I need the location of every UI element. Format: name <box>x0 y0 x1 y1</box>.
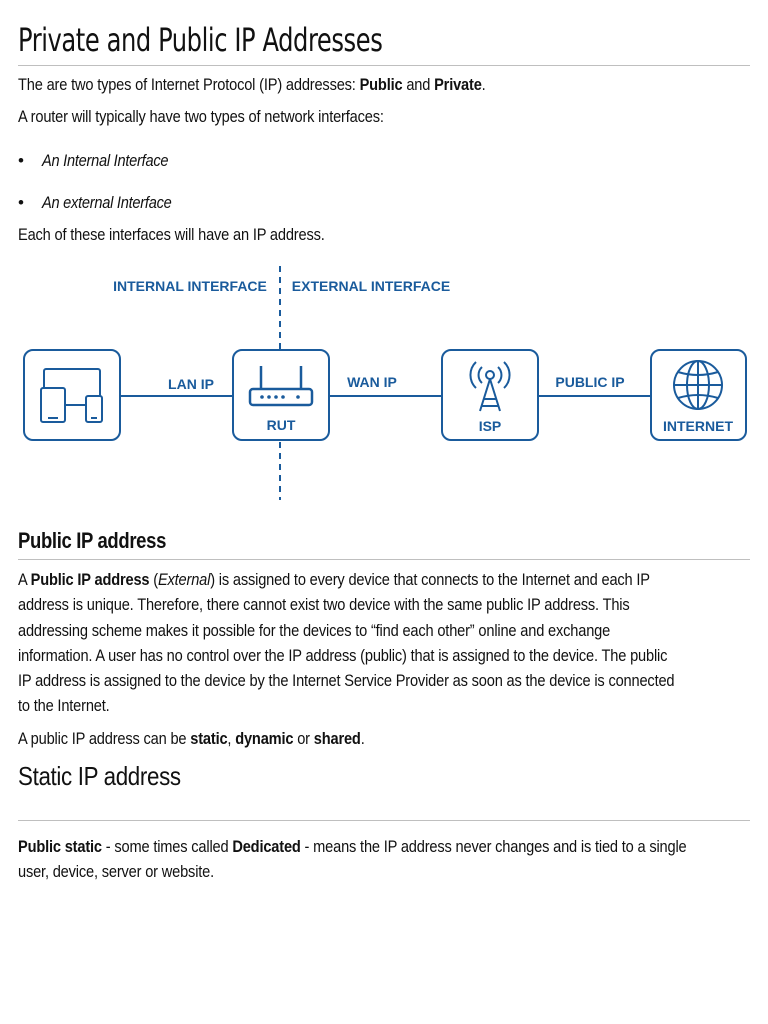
devices-box <box>24 350 120 440</box>
bullet-item <box>18 190 193 215</box>
internet-node <box>651 350 746 440</box>
public-bold: Public <box>359 75 403 94</box>
internet-label: INTERNET <box>663 418 733 434</box>
paragraph-line: information. A user has no control over the IP address (public) that is assigned to the device. The public <box>18 645 668 665</box>
public-ip-types-line <box>18 726 365 751</box>
intro-line-1-text: The are two types of Internet Protocol (IP) addresses: <box>18 75 360 94</box>
text-run: , <box>227 729 236 748</box>
dynamic-bold: dynamic <box>235 729 294 748</box>
lan-ip-label: LAN IP <box>168 376 214 392</box>
public-ip-bold: Public IP address <box>30 570 150 589</box>
paragraph-line: to the Internet. <box>18 696 110 716</box>
wan-ip-label: WAN IP <box>347 374 397 390</box>
paragraph-line <box>18 834 758 859</box>
bullet-dot: • <box>18 193 24 212</box>
dedicated-bold: Dedicated <box>232 837 301 856</box>
devices-node <box>24 350 120 440</box>
static-ip-heading: Static IP address <box>18 761 181 791</box>
isp-label: ISP <box>478 418 502 434</box>
static-ip-divider <box>18 820 750 821</box>
public-ip-paragraph <box>18 567 758 719</box>
public-ip-label: PUBLIC IP <box>555 374 625 390</box>
static-bold: static <box>190 729 228 748</box>
text-run: ( <box>149 570 158 589</box>
private-bold: Private <box>434 75 482 94</box>
text-run: - means the IP address never changes and is tied to a single <box>300 837 687 856</box>
internal-interface-label: INTERNAL INTERFACE <box>113 278 267 294</box>
public-static-bold: Public static <box>18 837 102 856</box>
rut-label: RUT <box>266 417 296 433</box>
text-run: ) is assigned to every device that connects to the Internet and each IP <box>210 570 650 589</box>
external-interface-label: EXTERNAL INTERFACE <box>291 278 451 294</box>
external-italic: External <box>157 570 211 589</box>
router-node <box>233 350 329 440</box>
intro-line-1 <box>18 72 486 97</box>
text-run: A public IP address can be <box>18 729 191 748</box>
network-diagram <box>0 258 768 508</box>
bullet-item <box>18 148 189 173</box>
bullet-text: An external Interface <box>42 193 172 212</box>
public-ip-heading: Public IP address <box>18 528 167 553</box>
bullet-text: An Internal Interface <box>42 151 169 170</box>
page-title: Private and Public IP Addresses <box>18 21 383 59</box>
isp-node <box>442 350 538 440</box>
shared-bold: shared <box>313 729 361 748</box>
public-ip-divider <box>18 559 750 560</box>
and-text: and <box>402 75 435 94</box>
static-ip-paragraph <box>18 834 758 885</box>
paragraph-line: IP address is assigned to the device by the Internet Service Provider as soon as the device is connected <box>18 671 675 691</box>
paragraph-line <box>18 567 758 592</box>
period-text: . <box>481 75 486 94</box>
paragraph-line: user, device, server or website. <box>18 862 215 882</box>
text-run: . <box>360 729 365 748</box>
text-run: or <box>293 729 314 748</box>
bullet-dot: • <box>18 151 24 170</box>
text-run: - some times called <box>101 837 233 856</box>
text-run: A <box>18 570 31 589</box>
title-divider <box>18 65 750 66</box>
globe-icon <box>674 361 722 409</box>
paragraph-line: address is unique. Therefore, there cannot exist two device with the same public IP address. This <box>18 595 630 615</box>
intro-line-3: Each of these interfaces will have an IP address. <box>18 225 325 244</box>
paragraph-line: addressing scheme makes it possible for the devices to “find each other” online and exchange <box>18 620 611 640</box>
intro-line-2: A router will typically have two types of network interfaces: <box>18 107 384 126</box>
